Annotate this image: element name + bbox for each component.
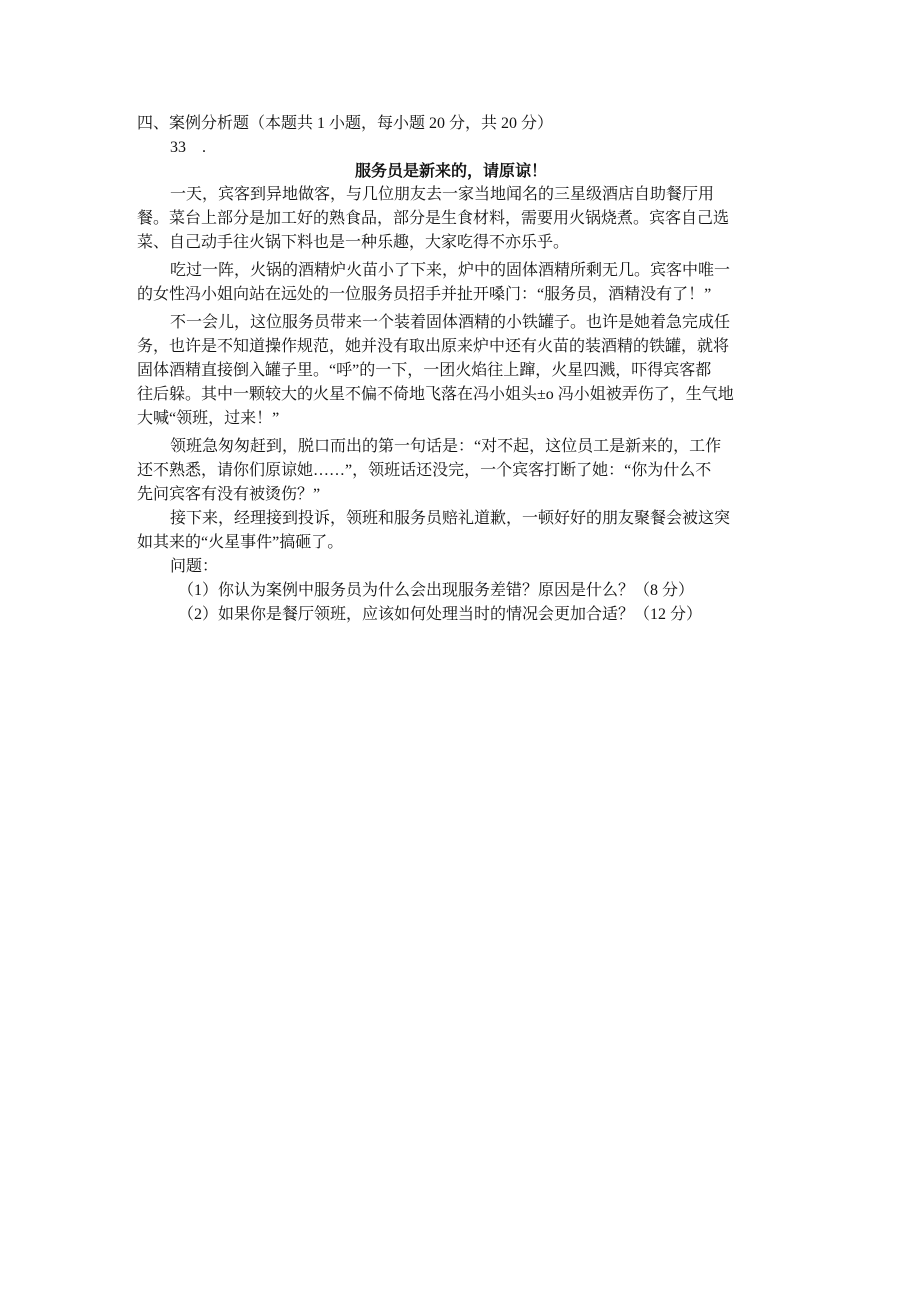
paragraph-line: 还不熟悉，请你们原谅她……”，领班话还没完，一个宾客打断了她：“你为什么不 xyxy=(137,462,712,479)
paragraph-line: 先问宾客有没有被烫伤？” xyxy=(137,486,321,503)
paragraph-line: 不一会儿，这位服务员带来一个装着固体酒精的小铁罐子。也许是她着急完成任 xyxy=(170,314,731,331)
paragraph-line: 领班急匆匆赶到，脱口而出的第一句话是：“对不起，这位员工是新来的，工作 xyxy=(170,438,722,455)
paragraph-line: 吃过一阵，火锅的酒精炉火苗小了下来，炉中的固体酒精所剩无几。宾客中唯一 xyxy=(170,262,731,279)
paragraph-line: 务，也许是不知道操作规范，她并没有取出原来炉中还有火苗的装酒精的铁罐，就将 xyxy=(137,338,730,355)
paragraph-line: 餐。菜台上部分是加工好的熟食品，部分是生食材料，需要用火锅烧煮。宾客自己选 xyxy=(137,210,730,227)
paragraph-line: 往后躲。其中一颗较大的火星不偏不倚地飞落在冯小姐头±o 冯小姐被弄伤了，生气地 xyxy=(137,386,734,403)
question-item: （2）如果你是餐厅领班，应该如何处理当时的情况会更加合适？（12 分） xyxy=(178,606,703,623)
section-heading: 四、案例分析题（本题共 1 小题，每小题 20 分，共 20 分） xyxy=(137,115,554,132)
question-item: （1）你认为案例中服务员为什么会出现服务差错？原因是什么？（8 分） xyxy=(178,582,695,599)
paragraph-line: 接下来，经理接到投诉，领班和服务员赔礼道歉，一顿好好的朋友聚餐会被这突 xyxy=(170,510,731,527)
paragraph-line: 如其来的“火星事件”搞砸了。 xyxy=(137,534,344,551)
paragraph-line: 一天，宾客到异地做客，与几位朋友去一家当地闻名的三星级酒店自助餐厅用 xyxy=(170,186,715,203)
paragraph-line: 固体酒精直接倒入罐子里。“呼”的一下，一团火焰往上蹿，火星四溅，吓得宾客都 xyxy=(137,362,712,379)
case-title: 服务员是新来的，请原谅！ xyxy=(355,163,548,180)
questions-label: 问题： xyxy=(170,558,219,575)
question-number: 33 . xyxy=(170,139,207,156)
paragraph-line: 的女性冯小姐向站在远处的一位服务员招手并扯开嗓门：“服务员，酒精没有了！” xyxy=(137,286,712,303)
paragraph-line: 菜、自己动手往火锅下料也是一种乐趣，大家吃得不亦乐乎。 xyxy=(137,234,570,251)
paragraph-line: 大喊“领班，过来！” xyxy=(137,410,280,427)
